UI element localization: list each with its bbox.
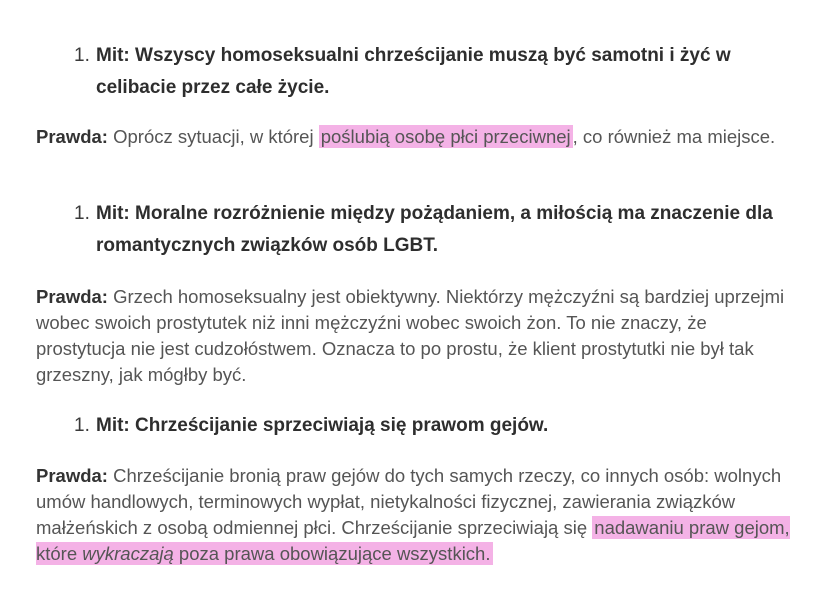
truth-text: Oprócz sytuacji, w której — [113, 126, 314, 147]
truth-text-after: , co również ma miejsce. — [572, 126, 776, 147]
truth-paragraph-2 — [36, 284, 796, 388]
truth-label: Prawda: — [36, 465, 108, 486]
truth-text: Chrześcijanie bronią praw gejów do tych samych rzeczy, co innych osób: wolnych umów handlowych, terminowych wypłat, nietykalności fizycznej, zawierania związków małżeńskich z osobą odmiennej płci. Chrześcijanie sprzeciwiają się — [36, 465, 782, 538]
myth-statement: Chrześcijanie sprzeciwiają się prawom gejów. — [135, 415, 549, 436]
myth-label: Mit: — [96, 203, 130, 224]
myth-item-3 — [74, 410, 774, 442]
highlighted-emphasis: wykraczają — [82, 543, 174, 564]
highlighted-text-part-2: poza prawa obowiązujące wszystkich. — [178, 543, 491, 564]
myth-label: Mit: — [96, 415, 130, 436]
truth-paragraph-3 — [36, 463, 796, 567]
truth-label: Prawda: — [36, 126, 108, 147]
myth-item-1 — [74, 40, 774, 104]
truth-label: Prawda: — [36, 286, 108, 307]
myth-statement: Moralne rozróżnienie między pożądaniem, a miłością ma znaczenie dla romantycznych związków osób LGBT. — [96, 203, 773, 256]
myth-text — [74, 40, 774, 104]
list-number: 1. — [74, 45, 90, 66]
highlighted-text: poślubią osobę płci przeciwnej — [320, 126, 571, 147]
myth-text — [74, 410, 774, 442]
truth-text: Grzech homoseksualny jest obiektywny. Niektórzy mężczyźni są bardziej uprzejmi wobec swoich prostytutek niż inni mężczyźni wobec swoich żon. To nie znaczy, że prostytucja nie jest cudzołóstwem. Oznacza to po prostu, że klient prostytutki nie był tak grzeszny, jak mógłby być. — [36, 286, 785, 385]
truth-paragraph-1 — [36, 124, 796, 150]
highlighted-text-part-1: nadawaniu praw gejom, które — [36, 517, 790, 564]
myth-statement: Wszyscy homoseksualni chrześcijanie muszą być samotni i żyć w celibacie przez całe życie. — [96, 45, 731, 98]
list-number: 1. — [74, 203, 90, 224]
myth-label: Mit: — [96, 45, 130, 66]
list-number: 1. — [74, 415, 90, 436]
myth-text — [74, 198, 774, 262]
myth-item-2 — [74, 198, 774, 262]
